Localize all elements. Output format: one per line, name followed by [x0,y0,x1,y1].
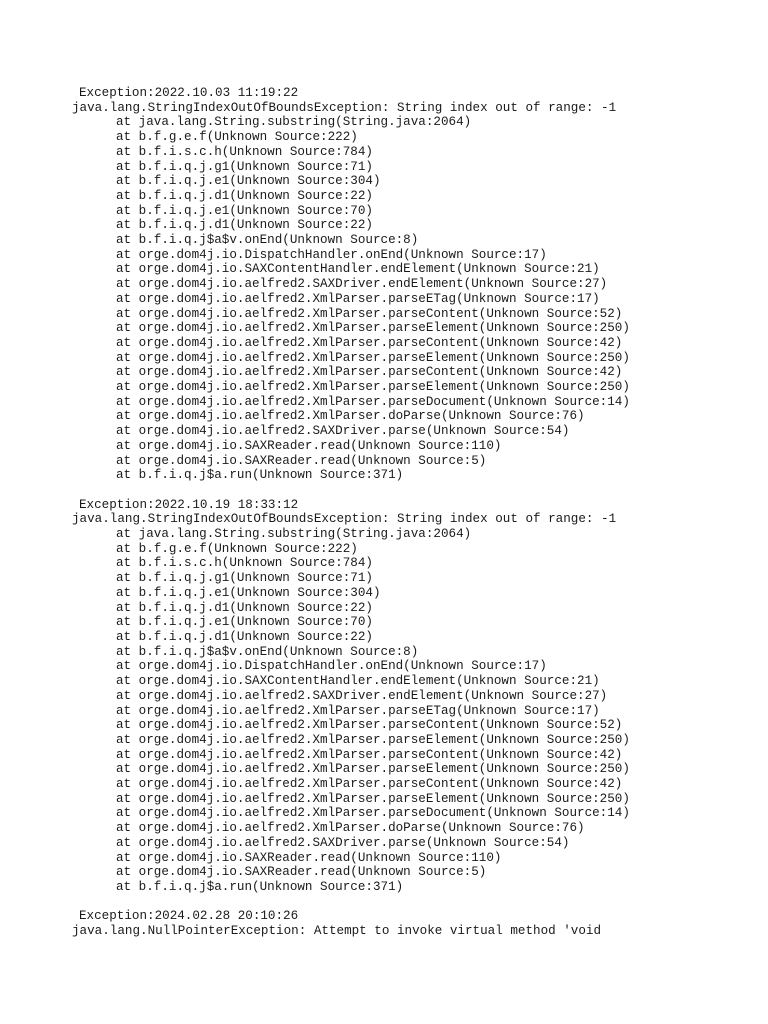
stack-frame: at orge.dom4j.io.aelfred2.XmlParser.doParse(Unknown Source:76) [116,821,585,836]
stack-frame: at orge.dom4j.io.aelfred2.SAXDriver.parse(Unknown Source:54) [116,835,570,850]
stack-frame: at orge.dom4j.io.aelfred2.XmlParser.parseElement(Unknown Source:250) [116,791,630,806]
exception-block [72,498,762,895]
stack-frame: at b.f.i.q.j$a$v.onEnd(Unknown Source:8) [116,233,419,248]
stack-frame: at orge.dom4j.io.aelfred2.XmlParser.parseDocument(Unknown Source:14) [116,806,630,821]
stack-frame: at orge.dom4j.io.aelfred2.XmlParser.parseDocument(Unknown Source:14) [116,394,630,409]
stack-frame: at b.f.i.q.j.g1(Unknown Source:71) [116,571,373,586]
stack-frame: at orge.dom4j.io.aelfred2.XmlParser.parseETag(Unknown Source:17) [116,703,600,718]
stack-frame: at b.f.i.s.c.h(Unknown Source:784) [116,556,373,571]
stack-frame: at orge.dom4j.io.aelfred2.XmlParser.parseContent(Unknown Source:42) [116,365,623,380]
stack-frame: at java.lang.String.substring(String.java:2064) [116,527,472,542]
stack-frame: at orge.dom4j.io.aelfred2.XmlParser.parseContent(Unknown Source:52) [116,718,623,733]
stack-frame: at orge.dom4j.io.SAXReader.read(Unknown Source:5) [116,453,487,468]
stack-frame: at b.f.g.e.f(Unknown Source:222) [116,541,358,556]
exception-message: java.lang.NullPointerException: Attempt to invoke virtual method 'void [72,924,602,939]
stack-frame: at b.f.i.s.c.h(Unknown Source:784) [116,144,373,159]
stack-frame: at b.f.i.q.j$a.run(Unknown Source:371) [116,879,404,894]
exception-block [72,909,762,938]
stack-frame: at orge.dom4j.io.aelfred2.XmlParser.parseContent(Unknown Source:42) [116,335,623,350]
stack-frame: at orge.dom4j.io.DispatchHandler.onEnd(Unknown Source:17) [116,659,547,674]
stack-frame: at orge.dom4j.io.aelfred2.XmlParser.parseElement(Unknown Source:250) [116,350,630,365]
stack-frame: at orge.dom4j.io.SAXReader.read(Unknown Source:110) [116,438,502,453]
exception-timestamp: Exception:2022.10.03 11:19:22 [79,86,299,100]
stack-frame: at b.f.i.q.j.e1(Unknown Source:70) [116,615,373,630]
exception-timestamp: Exception:2022.10.19 18:33:12 [79,497,299,512]
stack-frame: at orge.dom4j.io.SAXReader.read(Unknown Source:5) [116,865,487,880]
stack-frame: at b.f.i.q.j.e1(Unknown Source:70) [116,203,373,218]
stack-frame: at orge.dom4j.io.aelfred2.SAXDriver.endElement(Unknown Source:27) [116,277,608,292]
exception-block [72,86,762,483]
exception-timestamp: Exception:2024.02.28 20:10:26 [79,909,299,924]
stack-frame: at orge.dom4j.io.aelfred2.XmlParser.parseETag(Unknown Source:17) [116,291,600,306]
stack-frame: at b.f.i.q.j.e1(Unknown Source:304) [116,174,381,189]
stack-frame: at orge.dom4j.io.aelfred2.XmlParser.doParse(Unknown Source:76) [116,409,585,424]
stack-frame: at b.f.i.q.j$a$v.onEnd(Unknown Source:8) [116,644,419,659]
stack-frame: at orge.dom4j.io.DispatchHandler.onEnd(Unknown Source:17) [116,247,547,262]
exception-log [72,86,762,939]
stack-frame: at b.f.i.q.j.g1(Unknown Source:71) [116,159,373,174]
stack-frame: at orge.dom4j.io.aelfred2.SAXDriver.parse(Unknown Source:54) [116,424,570,439]
stack-frame: at b.f.i.q.j$a.run(Unknown Source:371) [116,468,404,483]
stack-frame: at orge.dom4j.io.aelfred2.XmlParser.parseElement(Unknown Source:250) [116,732,630,747]
stack-frame: at orge.dom4j.io.aelfred2.XmlParser.parseContent(Unknown Source:52) [116,306,623,321]
stack-frame: at java.lang.String.substring(String.java:2064) [116,115,472,130]
exception-message: java.lang.StringIndexOutOfBoundsException: String index out of range: -1 [72,100,617,115]
stack-frame: at orge.dom4j.io.SAXReader.read(Unknown Source:110) [116,850,502,865]
stack-frame: at orge.dom4j.io.aelfred2.XmlParser.parseElement(Unknown Source:250) [116,321,630,336]
stack-frame: at b.f.i.q.j.d1(Unknown Source:22) [116,188,373,203]
stack-frame: at orge.dom4j.io.aelfred2.SAXDriver.endElement(Unknown Source:27) [116,688,608,703]
exception-message: java.lang.StringIndexOutOfBoundsException: String index out of range: -1 [72,512,617,527]
stack-frame: at orge.dom4j.io.aelfred2.XmlParser.parseContent(Unknown Source:42) [116,747,623,762]
stack-frame: at b.f.i.q.j.d1(Unknown Source:22) [116,218,373,233]
stack-frame: at b.f.i.q.j.e1(Unknown Source:304) [116,585,381,600]
stack-frame: at orge.dom4j.io.SAXContentHandler.endElement(Unknown Source:21) [116,674,600,689]
stack-frame: at orge.dom4j.io.SAXContentHandler.endElement(Unknown Source:21) [116,262,600,277]
stack-frame: at b.f.i.q.j.d1(Unknown Source:22) [116,600,373,615]
stack-frame: at b.f.i.q.j.d1(Unknown Source:22) [116,630,373,644]
stack-frame: at orge.dom4j.io.aelfred2.XmlParser.parseContent(Unknown Source:42) [116,777,623,792]
stack-frame: at orge.dom4j.io.aelfred2.XmlParser.parseElement(Unknown Source:250) [116,762,630,777]
stack-frame: at b.f.g.e.f(Unknown Source:222) [116,130,358,145]
stack-frame: at orge.dom4j.io.aelfred2.XmlParser.parseElement(Unknown Source:250) [116,380,630,395]
